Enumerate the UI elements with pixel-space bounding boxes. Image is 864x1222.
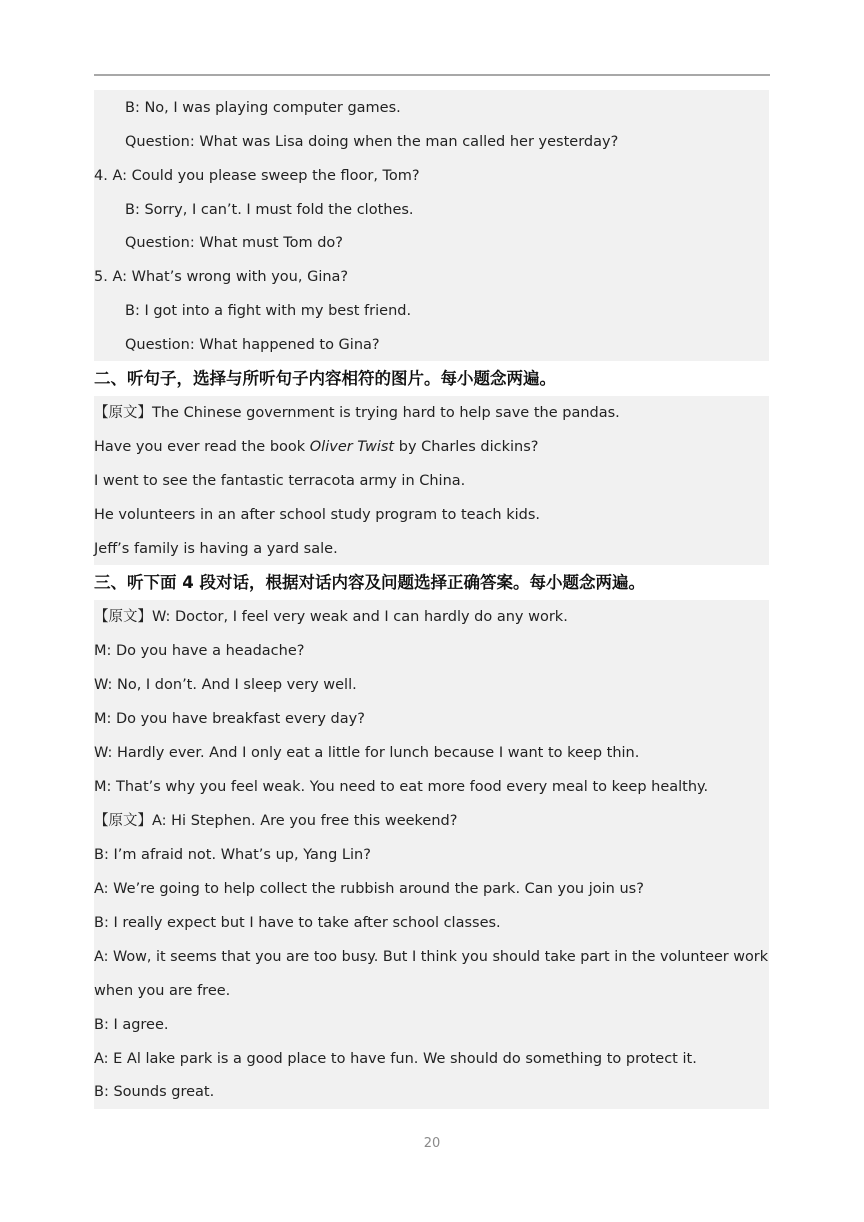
- text-segment: by Charles dickins?: [394, 439, 539, 455]
- question-line: Question: What happened to Gina?: [125, 337, 380, 353]
- dialogue-line: B: I really expect but I have to take after school classes.: [94, 915, 501, 931]
- dialogue-line: M: That’s why you feel weak. You need to eat more food every meal to keep healthy.: [94, 779, 709, 795]
- book-title: Oliver Twist: [309, 439, 395, 455]
- transcript-line: 5. A: What’s wrong with you, Gina?: [94, 269, 349, 285]
- dialogue-line: M: Do you have breakfast every day?: [94, 711, 365, 727]
- transcript-line: 【原文】The Chinese government is trying hard to help save the pandas.: [94, 405, 620, 421]
- dialogue-line: 【原文】W: Doctor, I feel very weak and I can hardly do any work.: [94, 609, 568, 625]
- dialogue-line: A: E Al lake park is a good place to have fun. We should do something to protect it.: [94, 1051, 697, 1067]
- dialogue-line: B: I agree.: [94, 1017, 169, 1033]
- dialogue-line: B: Sounds great.: [94, 1084, 215, 1100]
- dialogue-line: A: We’re going to help collect the rubbish around the park. Can you join us?: [94, 881, 644, 897]
- dialogue-line: when you are free.: [94, 983, 231, 999]
- transcript-line: B: Sorry, I can’t. I must fold the clothes.: [125, 202, 414, 218]
- dialogue-line: M: Do you have a headache?: [94, 643, 305, 659]
- transcript-line: [94, 430, 538, 464]
- header-rule: [94, 74, 770, 76]
- dialogue-line: 【原文】A: Hi Stephen. Are you free this weekend?: [94, 813, 458, 829]
- page-number: 20: [423, 1136, 441, 1151]
- text-segment: Have you ever read the book: [94, 439, 310, 455]
- transcript-line: 4. A: Could you please sweep the floor, Tom?: [94, 168, 420, 184]
- transcript-line: B: No, I was playing computer games.: [125, 100, 401, 116]
- dialogue-line: B: I’m afraid not. What’s up, Yang Lin?: [94, 847, 371, 863]
- section-heading-part3: 三、听下面 4 段对话，根据对话内容及问题选择正确答案。每小题念两遍。: [94, 573, 645, 592]
- question-line: Question: What must Tom do?: [125, 235, 343, 251]
- dialogue-line: W: No, I don’t. And I sleep very well.: [94, 677, 357, 693]
- dialogue-line: W: Hardly ever. And I only eat a little for lunch because I want to keep thin.: [94, 745, 640, 761]
- transcript-line: B: I got into a fight with my best friend.: [125, 303, 412, 319]
- transcript-line: Jeff’s family is having a yard sale.: [94, 541, 338, 557]
- section-heading-part2: 二、听句子，选择与所听句子内容相符的图片。每小题念两遍。: [94, 369, 556, 388]
- transcript-line: He volunteers in an after school study program to teach kids.: [94, 507, 541, 523]
- question-line: Question: What was Lisa doing when the man called her yesterday?: [125, 134, 619, 150]
- dialogue-line: A: Wow, it seems that you are too busy. But I think you should take part in the volunteer work: [94, 949, 769, 965]
- transcript-line: I went to see the fantastic terracota army in China.: [94, 473, 466, 489]
